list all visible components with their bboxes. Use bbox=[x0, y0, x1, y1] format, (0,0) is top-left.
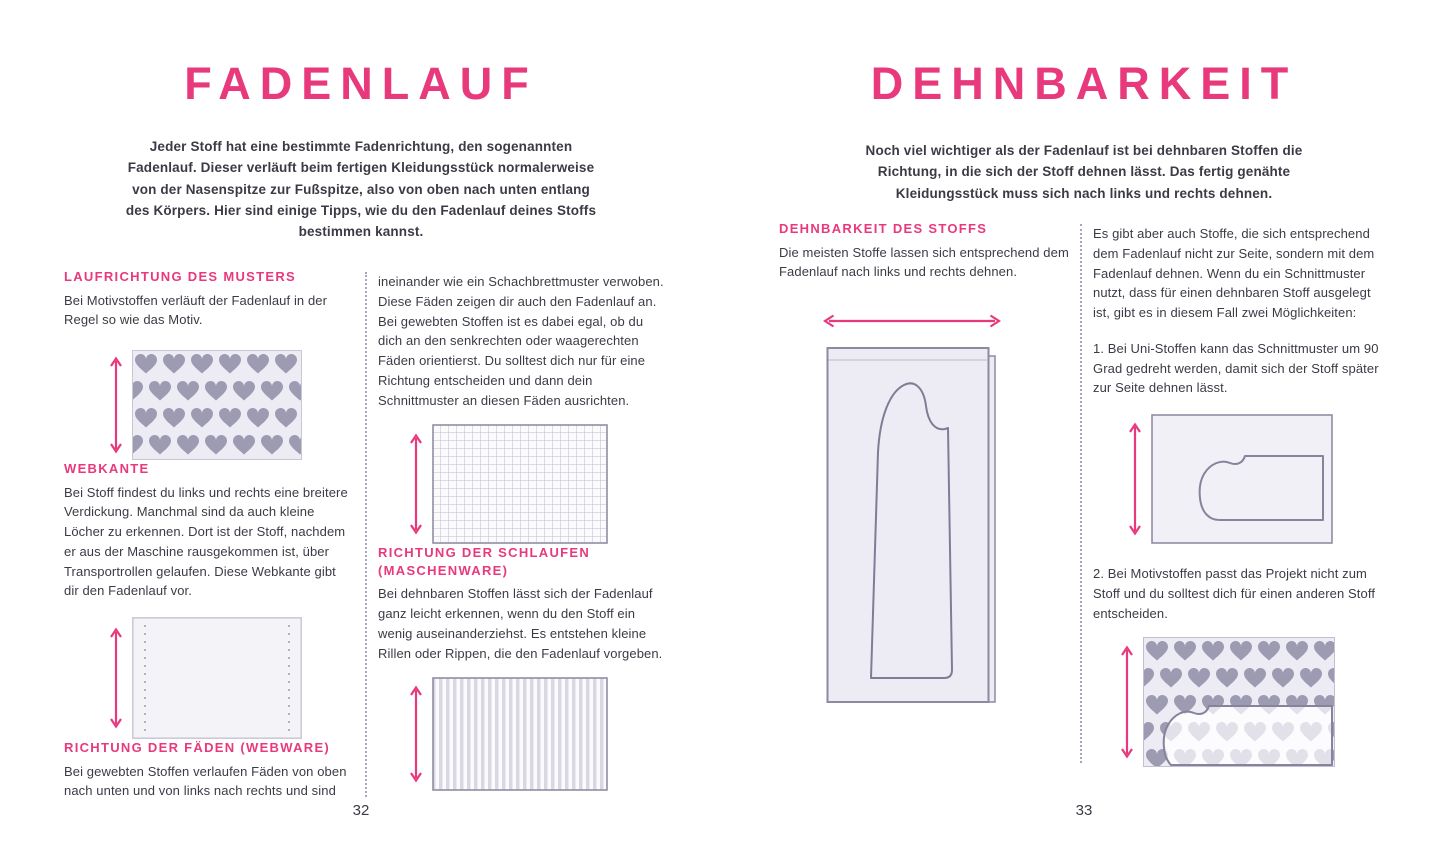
intro-paragraph-fadenlauf: Jeder Stoff hat eine bestimmte Fadenrichtung, den sogenannten Fadenlauf. Dieser verläuft beim fertigen Kleidungsstück normalerweise von der Nasenspitze zur Fußspitze, also von oben nach unten entlang des Körpers. Hier sind einige Tipps, wie du den Fadenlauf deines Stoffs bestimmen kannst. bbox=[125, 139, 597, 240]
section-heading-faeden: RICHTUNG DER FÄDEN (WEBWARE) bbox=[64, 740, 331, 756]
grain-direction-arrow-icon bbox=[108, 355, 124, 455]
section-body-option-2: 2. Bei Motivstoffen passt das Projekt nicht zum Stoff und du solltest dich für einen anderen Stoff entscheiden. bbox=[1093, 566, 1376, 621]
page-title-fadenlauf: FADENLAUF bbox=[184, 58, 538, 109]
two-column-layout bbox=[64, 268, 668, 801]
grain-direction-arrow-icon bbox=[108, 626, 124, 730]
grain-direction-arrow-icon bbox=[1127, 421, 1143, 537]
page-title-dehnbarkeit: DEHNBARKEIT bbox=[870, 58, 1298, 109]
hearts-fabric-with-pattern-piece bbox=[1143, 637, 1335, 767]
folded-fabric-with-pattern-piece bbox=[826, 340, 998, 708]
motif-fabric-mismatch-figure bbox=[1119, 637, 1383, 767]
section-body-besondere-stoffe: Es gibt aber auch Stoffe, die sich entsprechend dem Fadenlauf nicht zur Seite, sondern mit dem Fadenlauf dehnen. Wenn du ein Schnittmuster nutzt, dass für einen dehnbaren Stoff ausgelegt ist, gibt es in diesem Fall zwei Möglichkeiten: bbox=[1093, 226, 1375, 320]
section-body-schlaufen: Bei dehnbaren Stoffen lässt sich der Fadenlauf ganz leicht erkennen, wenn du den Stoff ein wenig auseinanderziehst. Es entstehen kleine Rillen oder Rippen, die den Fadenlauf vorgeben. bbox=[378, 586, 663, 661]
ribbed-knit-fabric-figure bbox=[408, 677, 668, 791]
page-dehnbarkeit bbox=[723, 0, 1445, 849]
section-body-webkante: Bei Stoff findest du links und rechts eine breitere Verdickung. Manchmal sind da auch kleine Löcher zu erkennen. Dort ist der Stoff, nachdem er aus der Maschine rausgekommen ist, über Transportrollen gelaufen. Diese Webkante gibt dir den Fadenlauf vor. bbox=[64, 484, 348, 599]
column-left bbox=[779, 220, 1069, 767]
column-right bbox=[1093, 220, 1383, 767]
intro-paragraph-dehnbarkeit: Noch viel wichtiger als der Fadenlauf ist bei dehnbaren Stoffen die Richtung, in die sich der Stoff dehnen lässt. Das fertig genähte Kleidungsstück muss sich nach links und rechts dehnen. bbox=[865, 143, 1303, 201]
section-body-faeden: Bei gewebten Stoffen verlaufen Fäden von oben nach unten und von links nach rechts und sind bbox=[64, 763, 347, 799]
section-body-laufrichtung: Bei Motivstoffen verläuft der Fadenlauf in der Regel so wie das Motiv. bbox=[64, 292, 328, 328]
column-divider bbox=[1069, 220, 1093, 767]
horizontal-stretch-arrow-icon bbox=[822, 312, 1002, 330]
section-body-option-1: 1. Bei Uni-Stoffen kann das Schnittmuster um 90 Grad gedreht werden, damit sich der Stoff später zur Seite dehnen lässt. bbox=[1093, 340, 1379, 396]
webkante-fabric-figure bbox=[108, 617, 354, 739]
hearts-fabric-figure bbox=[108, 350, 354, 460]
section-body-dehnbarkeit-stoff: Die meisten Stoffe lassen sich entsprechend dem Fadenlauf nach links und rechts dehnen. bbox=[779, 244, 1069, 280]
page-number: 33 bbox=[1075, 802, 1093, 819]
column-right bbox=[378, 268, 668, 801]
mismatched-pattern-piece bbox=[1164, 706, 1332, 765]
column-divider bbox=[354, 268, 378, 801]
rotated-pattern-figure bbox=[1127, 414, 1383, 544]
hearts-fabric-swatch bbox=[132, 350, 302, 460]
woven-grid-fabric-figure bbox=[408, 424, 668, 544]
section-heading-webkante: WEBKANTE bbox=[64, 461, 150, 477]
folded-fabric-with-pattern-figure bbox=[819, 312, 1005, 708]
grain-direction-arrow-icon bbox=[1119, 644, 1135, 760]
selvage-fabric-swatch bbox=[132, 617, 302, 739]
grain-direction-arrow-icon bbox=[408, 684, 424, 784]
grid-fabric-swatch bbox=[432, 424, 608, 544]
plain-fabric-with-rotated-pattern bbox=[1151, 414, 1333, 544]
page-number: 32 bbox=[352, 802, 370, 819]
two-column-layout bbox=[779, 220, 1383, 767]
section-body-faeden-continuation: ineinander wie ein Schachbrettmuster verwoben. Diese Fäden zeigen dir auch den Fadenlauf an. Bei gewebten Stoffen ist es dabei egal, ob du dich an den senkrechten oder waagerechten Fäden orientierst. Du solltest dich nur für eine Richtung entscheiden und dann dein Schnittmuster an diesen Fäden ausrichten. bbox=[378, 274, 664, 408]
section-heading-laufrichtung: LAUFRICHTUNG DES MUSTERS bbox=[64, 269, 296, 284]
ribbed-fabric-swatch bbox=[432, 677, 608, 791]
section-heading-schlaufen: RICHTUNG DER SCHLAUFEN (MASCHENWARE) bbox=[378, 545, 591, 578]
grain-direction-arrow-icon bbox=[408, 432, 424, 536]
column-left bbox=[64, 268, 354, 801]
section-heading-dehnbarkeit-stoff: DEHNBARKEIT DES STOFFS bbox=[779, 221, 988, 236]
page-fadenlauf bbox=[0, 0, 722, 849]
